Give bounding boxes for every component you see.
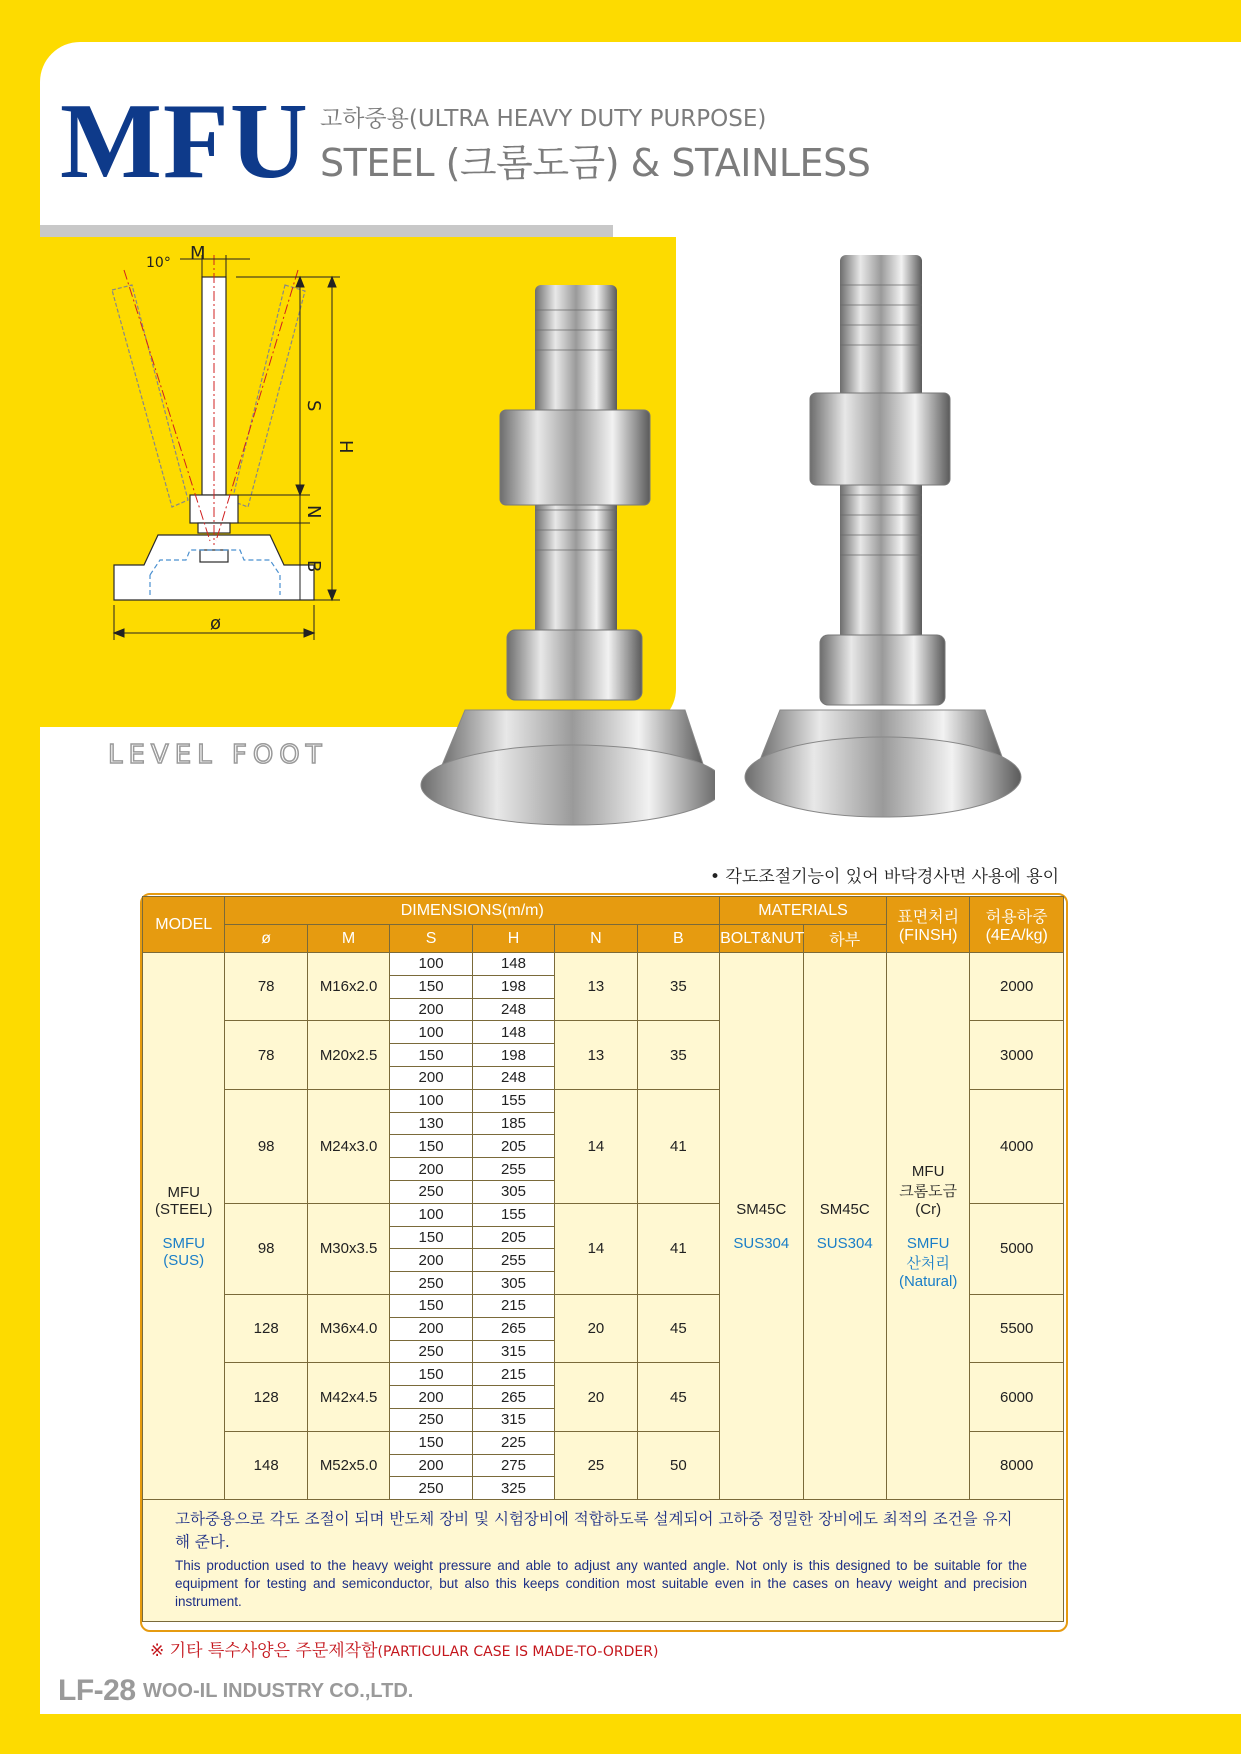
dim-label-m: M <box>190 245 206 264</box>
n-cell: 20 <box>555 1363 637 1431</box>
b-cell: 41 <box>637 1089 719 1203</box>
h-cell: 315 <box>472 1340 554 1363</box>
s-cell: 150 <box>390 1044 472 1067</box>
h-cell: 198 <box>472 1044 554 1067</box>
h-cell: 305 <box>472 1180 554 1203</box>
dim-label-h: H <box>335 440 356 454</box>
b-cell: 45 <box>637 1363 719 1431</box>
product-subtitle: 고하중용(ULTRA HEAVY DUTY PURPOSE) <box>320 106 767 132</box>
dia-cell: 128 <box>225 1294 307 1362</box>
thread-cell: M36x4.0 <box>307 1294 389 1362</box>
h-cell: 315 <box>472 1408 554 1431</box>
spec-table <box>142 896 1064 1622</box>
h-cell: 205 <box>472 1226 554 1249</box>
h-cell: 205 <box>472 1135 554 1158</box>
col-model: MODEL <box>143 897 225 953</box>
s-cell: 250 <box>390 1477 472 1500</box>
h-cell: 265 <box>472 1317 554 1340</box>
base-material-cell: SM45C SUS304 <box>803 953 886 1500</box>
s-cell: 150 <box>390 1294 472 1317</box>
s-cell: 150 <box>390 1431 472 1454</box>
h-cell: 155 <box>472 1089 554 1112</box>
h-cell: 255 <box>472 1158 554 1181</box>
s-cell: 150 <box>390 1363 472 1386</box>
b-cell: 35 <box>637 953 719 1021</box>
product-material-title: STEEL (크롬도금) & STAINLESS <box>320 141 871 185</box>
b-cell: 50 <box>637 1431 719 1499</box>
bolt-nut-material-cell: SM45C SUS304 <box>720 953 803 1500</box>
h-cell: 265 <box>472 1386 554 1409</box>
n-cell: 14 <box>555 1089 637 1203</box>
s-cell: 100 <box>390 953 472 976</box>
dia-cell: 78 <box>225 1021 307 1089</box>
col-dia: ø <box>225 925 307 953</box>
feature-bullet: • 각도조절기능이 있어 바닥경사면 사용에 용이 <box>710 867 1060 887</box>
s-cell: 150 <box>390 1226 472 1249</box>
h-cell: 198 <box>472 975 554 998</box>
load-cell: 2000 <box>970 953 1064 1021</box>
s-cell: 250 <box>390 1180 472 1203</box>
s-cell: 200 <box>390 1454 472 1477</box>
h-cell: 185 <box>472 1112 554 1135</box>
s-cell: 130 <box>390 1112 472 1135</box>
s-cell: 100 <box>390 1203 472 1226</box>
col-base: 하부 <box>803 925 886 953</box>
col-bolt-nut: BOLT&NUT <box>720 925 803 953</box>
header-rule <box>40 225 613 237</box>
s-cell: 200 <box>390 998 472 1021</box>
col-h: H <box>472 925 554 953</box>
s-cell: 200 <box>390 1158 472 1181</box>
h-cell: 155 <box>472 1203 554 1226</box>
h-cell: 325 <box>472 1477 554 1500</box>
n-cell: 13 <box>555 1021 637 1089</box>
col-finish: 표면처리 (FINSH) <box>886 897 969 953</box>
dim-label-b: B <box>303 560 324 573</box>
h-cell: 225 <box>472 1431 554 1454</box>
dia-cell: 148 <box>225 1431 307 1499</box>
load-cell: 8000 <box>970 1431 1064 1499</box>
s-cell: 150 <box>390 1135 472 1158</box>
model-cell: MFU (STEEL) SMFU (SUS) <box>143 953 225 1500</box>
company-name: WOO-IL INDUSTRY CO.,LTD. <box>143 1680 414 1702</box>
s-cell: 100 <box>390 1089 472 1112</box>
s-cell: 250 <box>390 1272 472 1295</box>
thread-cell: M52x5.0 <box>307 1431 389 1499</box>
h-cell: 275 <box>472 1454 554 1477</box>
thread-cell: M30x3.5 <box>307 1203 389 1294</box>
level-foot-caption: LEVEL FOOT <box>108 740 328 770</box>
n-cell: 20 <box>555 1294 637 1362</box>
thread-cell: M42x4.5 <box>307 1363 389 1431</box>
h-cell: 305 <box>472 1272 554 1295</box>
dia-cell: 98 <box>225 1203 307 1294</box>
dim-label-n: N <box>303 505 324 519</box>
thread-cell: M20x2.5 <box>307 1021 389 1089</box>
table-row <box>143 953 1064 976</box>
s-cell: 250 <box>390 1340 472 1363</box>
s-cell: 150 <box>390 975 472 998</box>
custom-order-note: ※ 기타 특수사양은 주문제작함(PARTICULAR CASE IS MADE-TO-ORDER) <box>150 1641 659 1661</box>
dimension-diagram <box>110 245 400 715</box>
s-cell: 200 <box>390 1317 472 1340</box>
s-cell: 250 <box>390 1408 472 1431</box>
footer-band <box>0 1714 1241 1754</box>
col-m: M <box>307 925 389 953</box>
h-cell: 215 <box>472 1363 554 1386</box>
load-cell: 3000 <box>970 1021 1064 1089</box>
dim-label-diameter: ø <box>210 613 222 634</box>
h-cell: 215 <box>472 1294 554 1317</box>
load-cell: 5500 <box>970 1294 1064 1362</box>
description-korean: 고하중용으로 각도 조절이 되며 반도체 장비 및 시험장비에 적합하도록 설계되어 고하중 정밀한 장비에도 최적의 조건을 유지해 준다. <box>175 1510 1013 1552</box>
dia-cell: 78 <box>225 953 307 1021</box>
h-cell: 248 <box>472 998 554 1021</box>
col-materials: MATERIALS <box>720 897 887 925</box>
thread-cell: M24x3.0 <box>307 1089 389 1203</box>
finish-cell: MFU 크롬도금 (Cr) SMFU 산처리 (Natural) <box>886 953 969 1500</box>
note-row <box>143 1500 1064 1622</box>
s-cell: 200 <box>390 1066 472 1089</box>
col-s: S <box>390 925 472 953</box>
h-cell: 148 <box>472 953 554 976</box>
s-cell: 100 <box>390 1021 472 1044</box>
h-cell: 148 <box>472 1021 554 1044</box>
angle-label: 10° <box>146 255 171 271</box>
steel-level-foot-photo <box>395 270 715 840</box>
load-cell: 5000 <box>970 1203 1064 1294</box>
s-cell: 200 <box>390 1249 472 1272</box>
dia-cell: 98 <box>225 1089 307 1203</box>
product-logo: MFU <box>60 82 309 201</box>
n-cell: 14 <box>555 1203 637 1294</box>
page-number: LF-28 <box>58 1674 136 1707</box>
col-load: 허용하중 (4EA/kg) <box>970 897 1064 953</box>
b-cell: 35 <box>637 1021 719 1089</box>
col-b: B <box>637 925 719 953</box>
dim-label-s: S <box>303 400 324 412</box>
spec-table-body <box>143 953 1064 1622</box>
s-cell: 200 <box>390 1386 472 1409</box>
thread-cell: M16x2.0 <box>307 953 389 1021</box>
load-cell: 4000 <box>970 1089 1064 1203</box>
load-cell: 6000 <box>970 1363 1064 1431</box>
n-cell: 13 <box>555 953 637 1021</box>
dia-cell: 128 <box>225 1363 307 1431</box>
description-english: This production used to the heavy weight pressure and able to adjust any wanted angle. Not only is this designed to be suitable for the equipment for testing and semiconductor, but also this keeps condition most suitable even in the cases on heavy weight and precision instrument. <box>175 1558 1027 1610</box>
h-cell: 255 <box>472 1249 554 1272</box>
col-n: N <box>555 925 637 953</box>
n-cell: 25 <box>555 1431 637 1499</box>
b-cell: 45 <box>637 1294 719 1362</box>
b-cell: 41 <box>637 1203 719 1294</box>
h-cell: 248 <box>472 1066 554 1089</box>
stainless-level-foot-photo <box>740 245 1060 845</box>
description-cell <box>143 1500 1064 1622</box>
col-dimensions: DIMENSIONS(m/m) <box>225 897 720 925</box>
